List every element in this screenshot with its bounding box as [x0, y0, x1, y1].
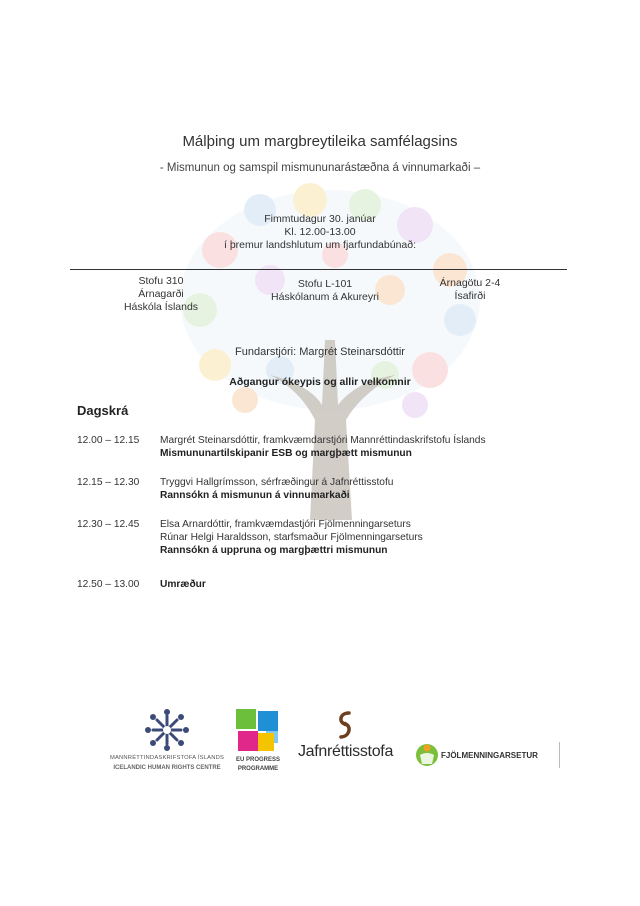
- location-isafjordur: [430, 277, 510, 303]
- location-line: Stofu L-101: [297, 278, 353, 290]
- agenda-topic: Umræður: [160, 579, 206, 590]
- event-details: [0, 213, 640, 252]
- page-title: Málþing um margbreytileika samfélagsins: [182, 133, 458, 150]
- eu-progress-squares-icon: [236, 709, 280, 753]
- location-reykjavik: [96, 275, 226, 314]
- event-time: Kl. 12.00-13.00: [284, 226, 356, 238]
- location-line: Ísafirði: [454, 290, 486, 302]
- agenda-time: 12.50 – 13.00: [77, 579, 140, 590]
- agenda-time: 12.00 – 12.15: [77, 435, 140, 446]
- agenda-time: 12.15 – 12.30: [77, 477, 140, 488]
- jafnrettisstofa-swirl-icon: [335, 710, 355, 740]
- divider: [559, 742, 560, 768]
- agenda-topic: Mismununartilskipanir ESB og margþætt mismunun: [160, 448, 412, 459]
- logo-text: FJÖLMENNINGARSETUR: [441, 751, 538, 760]
- location-line: Árnagötu 2-4: [439, 277, 501, 289]
- agenda-topic: Rannsókn á mismunun á vinnumarkaði: [160, 490, 350, 501]
- event-note: í þremur landshlutum um fjarfundabúnað:: [223, 239, 417, 251]
- logo-text: Jafnréttisstofa: [297, 743, 394, 760]
- moderator: Fundarstjóri: Margrét Steinarsdóttir: [235, 346, 405, 358]
- location-akureyri: [260, 278, 390, 304]
- page-subtitle: - Mismunun og samspil mismununarástæðna á vinnumarkaði –: [159, 162, 481, 174]
- human-rights-emblem-icon: [144, 707, 190, 753]
- location-line: Háskólanum á Akureyri: [271, 291, 379, 303]
- divider: [70, 269, 567, 270]
- agenda-speaker: Elsa Arnardóttir, framkvæmdastjóri Fjölmenningarseturs: [160, 519, 411, 530]
- logo-text: MANNRÉTTINDASKRIFSTOFA ÍSLANDS: [109, 755, 225, 761]
- eu-progress-logo: [228, 707, 288, 782]
- jafnrettisstofa-logo: [293, 710, 398, 770]
- fjolmenningarsetur-logo: [415, 742, 565, 772]
- agenda-speaker: Rúnar Helgi Haraldsson, starfsmaður Fjölmenningarseturs: [160, 532, 423, 543]
- agenda-topic: Rannsókn á uppruna og margþættri mismunun: [160, 545, 388, 556]
- logo-text: PROGRAMME: [237, 766, 279, 772]
- logo-text: EU PROGRESS: [235, 757, 280, 763]
- admission-note: Aðgangur ókeypis og allir velkomnir: [229, 376, 411, 388]
- icelandic-human-rights-centre-logo: [82, 705, 252, 780]
- agenda-heading: Dagskrá: [77, 403, 129, 418]
- location-line: Árnagarði: [138, 288, 184, 300]
- agenda-speaker: Tryggvi Hallgrímsson, sérfræðingur á Jafnréttisstofu: [160, 477, 394, 488]
- location-line: Stofu 310: [138, 275, 184, 287]
- agenda-time: 12.30 – 12.45: [77, 519, 140, 530]
- agenda-speaker: Margrét Steinarsdóttir, framkvæmdarstjóri Mannréttindaskrifstofu Íslands: [160, 435, 486, 446]
- event-date: Fimmtudagur 30. janúar: [264, 213, 376, 225]
- location-line: Háskóla Íslands: [123, 301, 199, 313]
- logo-text: ICELANDIC HUMAN RIGHTS CENTRE: [113, 765, 221, 771]
- fjolmenningarsetur-figure-icon: [415, 742, 439, 768]
